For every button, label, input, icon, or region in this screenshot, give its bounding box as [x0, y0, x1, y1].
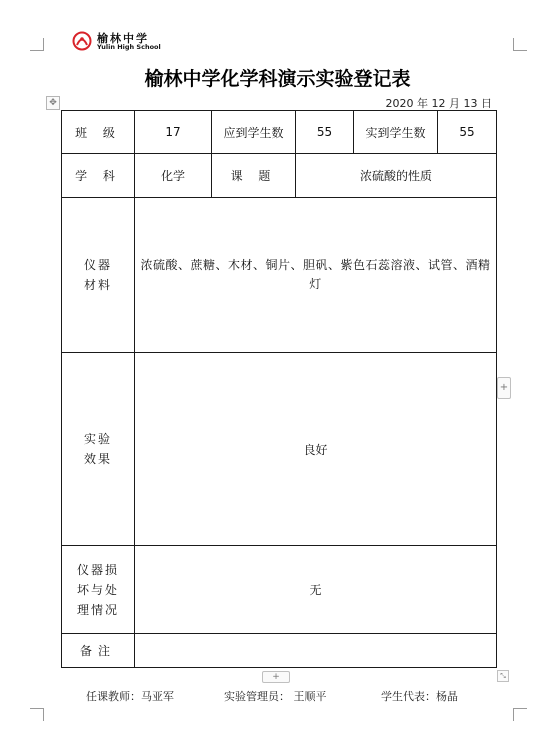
page-corner-mark: [513, 708, 527, 709]
record-date: 2020 年 12 月 13 日: [385, 97, 492, 110]
damage-label: [62, 546, 135, 634]
table-row: [62, 546, 497, 634]
expected-students-label: 应到学生数: [212, 111, 296, 154]
experiment-record-table: [61, 110, 497, 668]
effect-label-line: 实验: [83, 432, 112, 446]
notes-value[interactable]: [135, 634, 497, 668]
equipment-label-line: 仪器: [83, 258, 112, 272]
equipment-label-line: 材料: [83, 278, 112, 292]
expected-students-value[interactable]: 55: [296, 111, 354, 154]
subject-value[interactable]: 化学: [135, 154, 212, 198]
footer-lab-manager: 实验管理员： 王顺平: [224, 690, 327, 703]
page-corner-mark: [513, 50, 527, 51]
page-corner-mark: [30, 50, 44, 51]
footer-teacher: 任课教师：马亚军: [86, 690, 174, 703]
table-resize-handle-icon[interactable]: ⤡: [497, 670, 509, 682]
actual-students-label: 实到学生数: [354, 111, 438, 154]
topic-value[interactable]: 浓硫酸的性质: [296, 154, 497, 198]
damage-label-line: 坏与处: [76, 582, 119, 597]
page-corner-mark: [513, 708, 514, 721]
equipment-value[interactable]: 浓硫酸、蔗糖、木材、铜片、胆矾、紫色石蕊溶液、试管、酒精灯: [135, 198, 497, 353]
page-corner-mark: [43, 708, 44, 721]
table-row: [62, 111, 497, 154]
class-label: 班 级: [62, 111, 135, 154]
table-row: [62, 353, 497, 546]
effect-label-line: 效果: [83, 452, 112, 466]
school-logo: [72, 30, 182, 54]
effect-value[interactable]: 良好: [135, 353, 497, 546]
damage-label-line: 理情况: [76, 602, 119, 617]
document-title: 榆林中学化学科演示实验登记表: [144, 68, 411, 90]
class-value[interactable]: 17: [135, 111, 212, 154]
add-column-button[interactable]: +: [497, 377, 511, 399]
table-row: [62, 634, 497, 668]
subject-label: 学 科: [62, 154, 135, 198]
school-name: 榆林中学: [97, 32, 149, 45]
effect-label: [62, 353, 135, 546]
topic-label: 课 题: [212, 154, 296, 198]
damage-value[interactable]: 无: [135, 546, 497, 634]
school-name-en: Yulin High School: [97, 43, 161, 51]
add-row-button[interactable]: +: [262, 671, 290, 683]
actual-students-value[interactable]: 55: [438, 111, 497, 154]
equipment-label: [62, 198, 135, 353]
notes-label: 备注: [62, 634, 135, 668]
page-corner-mark: [30, 708, 44, 709]
school-logo-icon: [72, 31, 92, 51]
damage-label-line: 仪器损: [76, 562, 119, 577]
table-move-handle-icon[interactable]: ✥: [46, 96, 60, 110]
table-row: [62, 198, 497, 353]
table-row: [62, 154, 497, 198]
footer-student-rep: 学生代表：杨晶: [381, 690, 458, 703]
